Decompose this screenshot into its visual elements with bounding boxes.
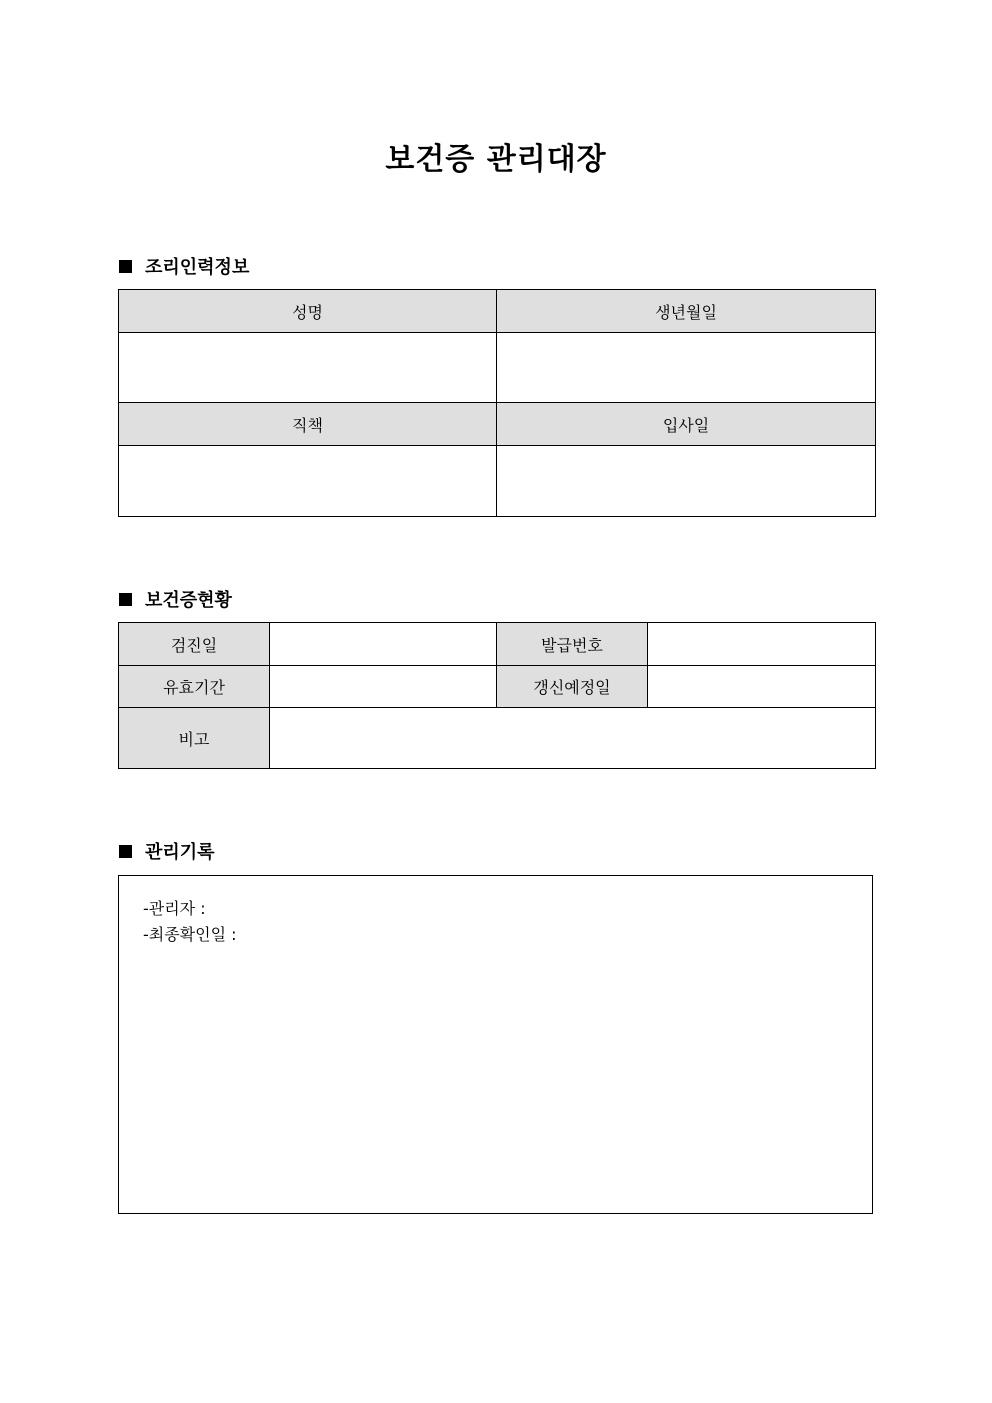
renewal-date-field[interactable] xyxy=(648,666,876,708)
renewal-date-label: 갱신예정일 xyxy=(497,666,648,708)
management-record-box[interactable] xyxy=(118,875,873,1214)
remarks-field[interactable] xyxy=(270,708,876,769)
final-check-date-line: -최종확인일 : xyxy=(143,925,237,944)
name-label: 성명 xyxy=(119,290,497,333)
hire-date-field[interactable] xyxy=(497,446,876,517)
cert-section-title: 보건증현황 xyxy=(145,590,232,611)
exam-date-label: 검진일 xyxy=(119,623,270,666)
manager-line: -관리자 : xyxy=(143,899,206,918)
issue-number-field[interactable] xyxy=(648,623,876,666)
document-title: 보건증 관리대장 xyxy=(385,142,607,177)
square-bullet-icon xyxy=(119,593,132,606)
cert-section-heading xyxy=(119,586,232,612)
hire-date-label: 입사일 xyxy=(497,403,876,446)
staff-info-table xyxy=(118,289,876,517)
remarks-label: 비고 xyxy=(119,708,270,769)
record-section-heading xyxy=(119,838,215,864)
position-label: 직책 xyxy=(119,403,497,446)
validity-period-label: 유효기간 xyxy=(119,666,270,708)
cert-status-table xyxy=(118,622,876,769)
birth-date-field[interactable] xyxy=(497,333,876,403)
exam-date-field[interactable] xyxy=(270,623,497,666)
validity-period-field[interactable] xyxy=(270,666,497,708)
name-field[interactable] xyxy=(119,333,497,403)
staff-section-title: 조리인력정보 xyxy=(145,257,250,278)
record-section-title: 관리기록 xyxy=(145,842,215,863)
position-field[interactable] xyxy=(119,446,497,517)
issue-number-label: 발급번호 xyxy=(497,623,648,666)
square-bullet-icon xyxy=(119,845,132,858)
staff-section-heading xyxy=(119,253,249,279)
birth-date-label: 생년월일 xyxy=(497,290,876,333)
square-bullet-icon xyxy=(119,260,132,273)
